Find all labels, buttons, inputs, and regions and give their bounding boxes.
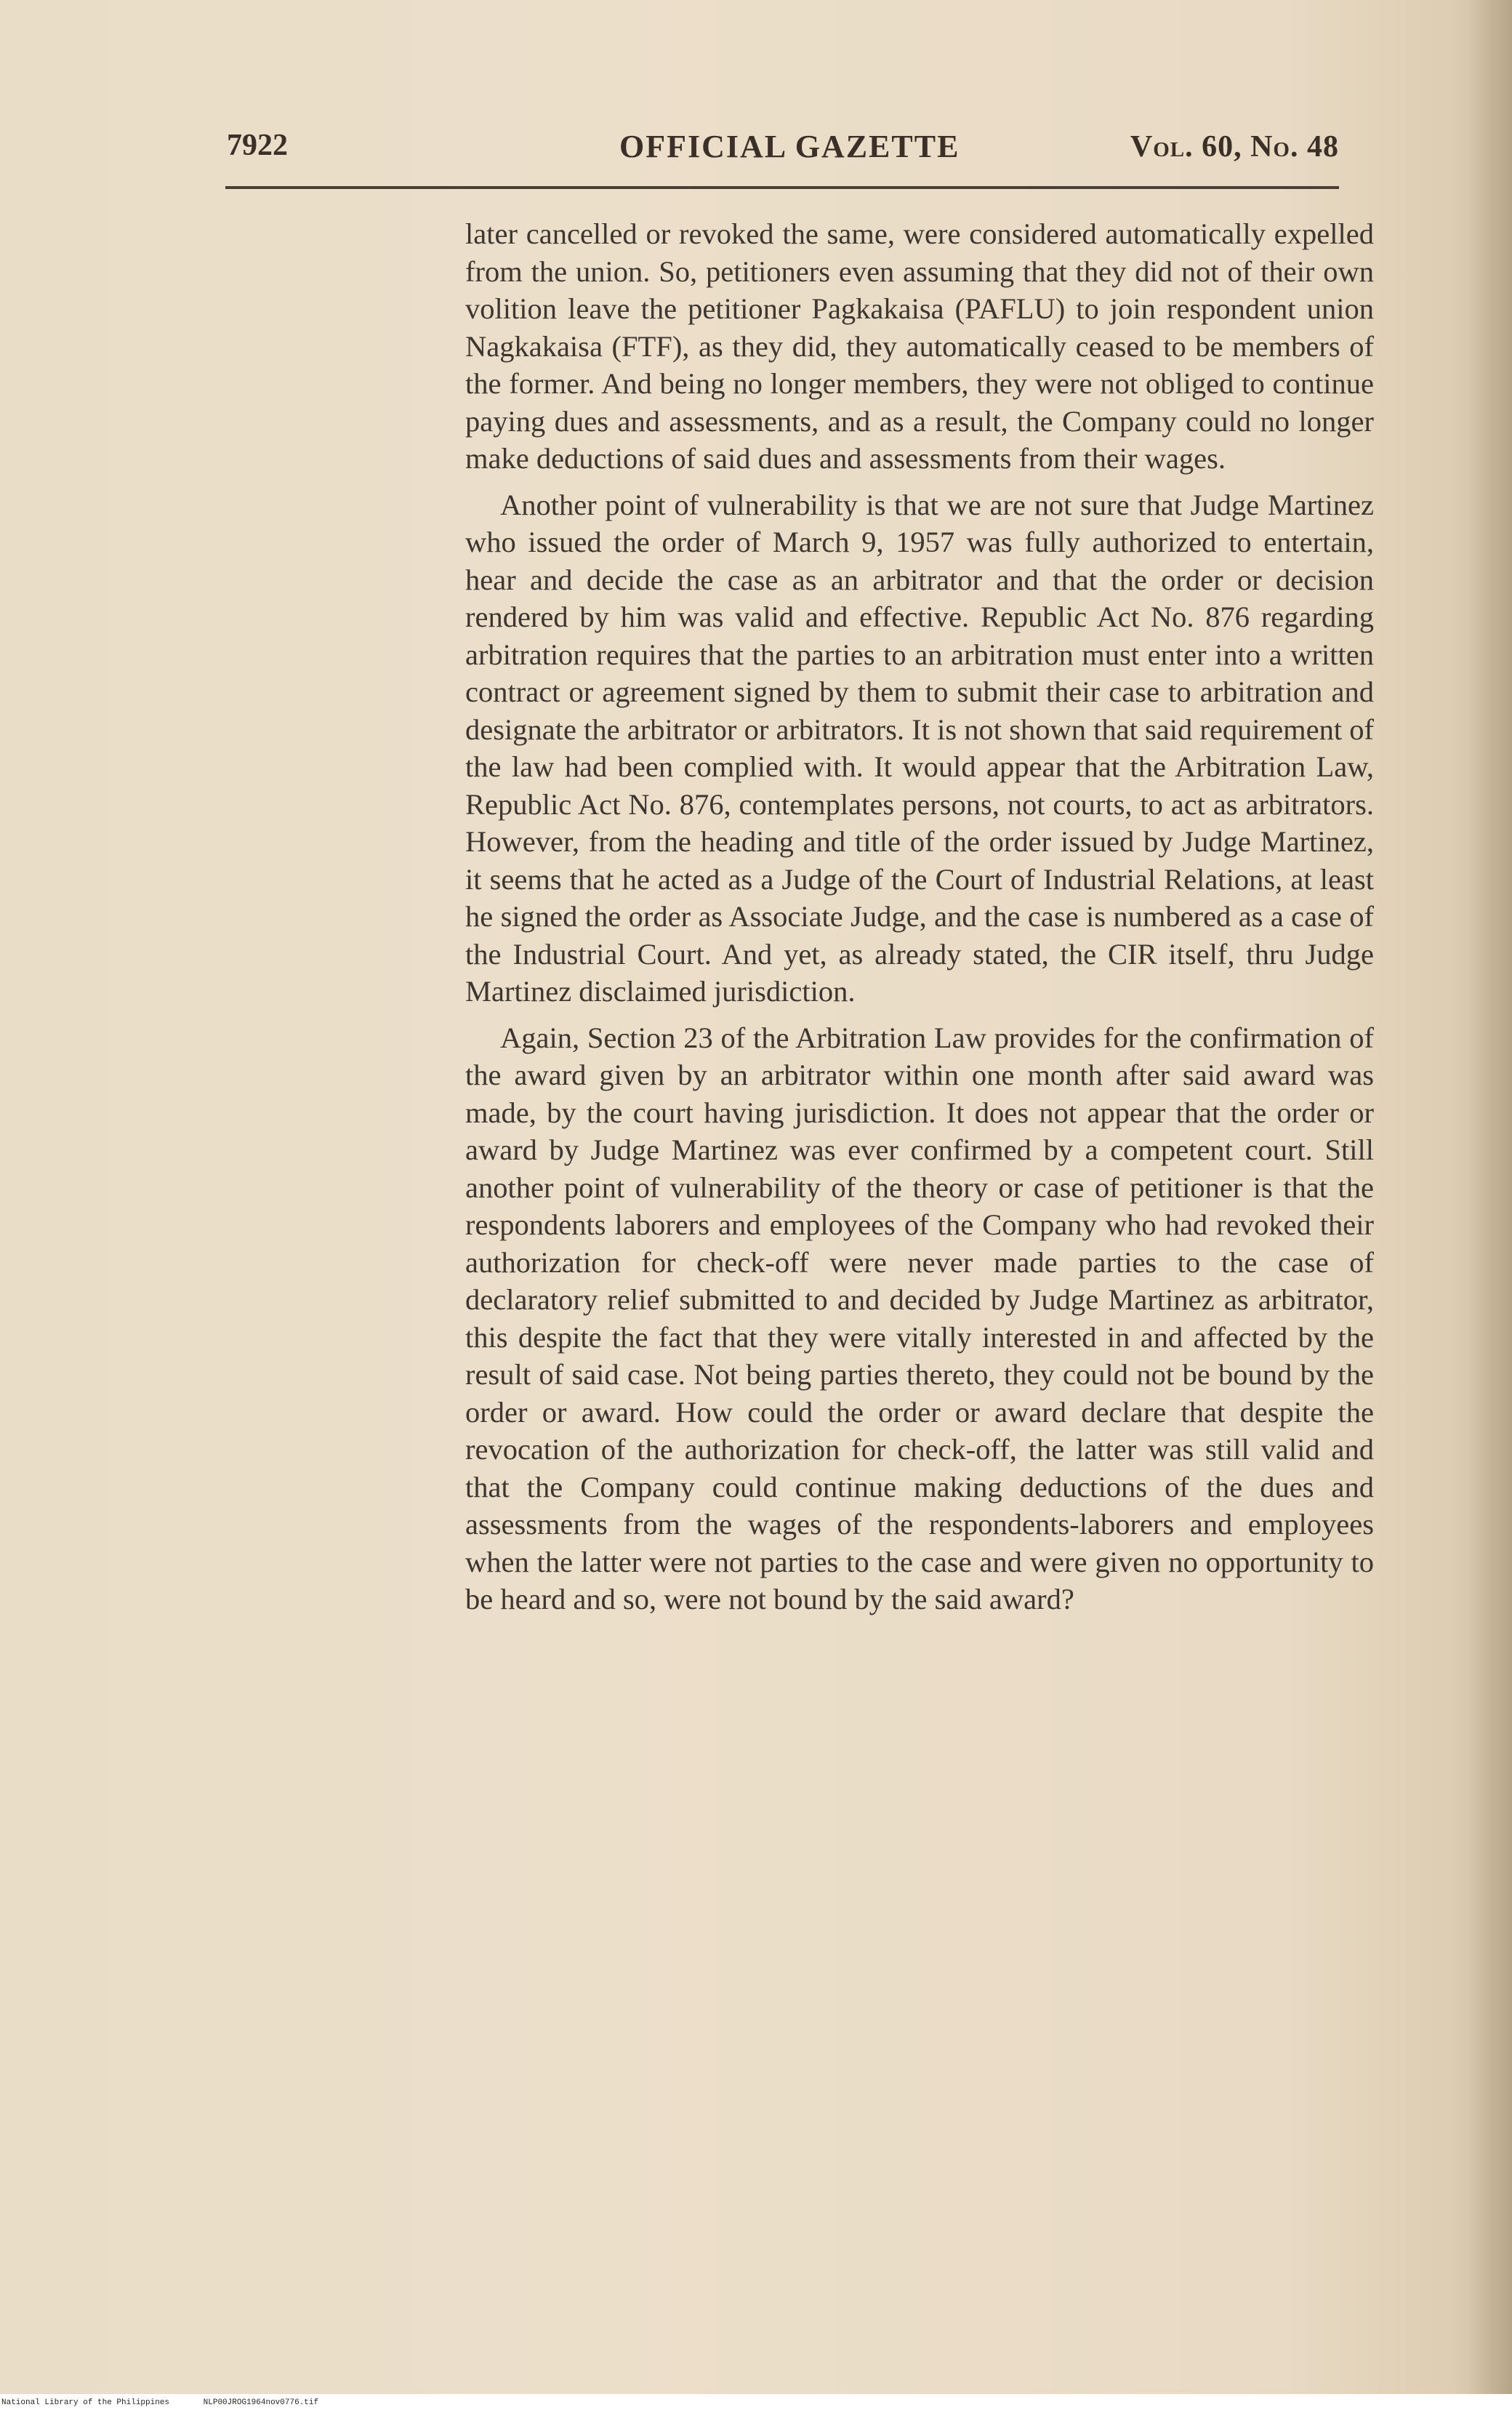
library-credit: National Library of the Philippines [1, 2398, 170, 2407]
scan-footer [1, 2398, 347, 2407]
spine-shadow [1468, 0, 1512, 2410]
paragraph-3: Again, Section 23 of the Arbitration Law provides for the confirmation of the award given by an arbitrator within one month after said award was made, by the court having jurisdiction. It does not appear that the order or award by Judge Martinez was ever confirmed by a competent court. Still another point of vulnerability of the theory or case of petitioner is that the respondents laborers and employees of the Company who had revoked their authorization for check-off were never made parties to the case of declaratory relief submitted to and decided by Judge Martinez as arbitrator, this despite the fact that they were vitally interested in and affected by the result of said case. Not being parties thereto, they could not be bound by the order or award. How could the order or award declare that despite the revocation of the authorization for check-off, the latter was still valid and that the Company could continue making deductions of the dues and assessments from the wages of the respondents-laborers and employees when the latter were not parties to the case and were given no opportunity to be heard and so, were not bound by the said award? [465, 1021, 1374, 1615]
scan-filename: NLP00JROG1964nov0776.tif [203, 2398, 319, 2407]
paragraph-2: Another point of vulnerability is that we are not sure that Judge Martinez who issued the order of March 9, 1957 was fully authorized to entertain, hear and decide the case as an arbitrator and that the order or decision rendered by him was valid and effective. Republic Act No. 876 regarding arbitration requires that the parties to an arbitration must enter into a written contract or agreement signed by them to submit their case to arbitration and designate the arbitrator or arbitrators. It is not shown that said requirement of the law had been complied with. It would appear that the Arbitration Law, Republic Act No. 876, contemplates persons, not courts, to act as arbitrators. However, from the heading and title of the order issued by Judge Martinez, it seems that he acted as a Judge of the Court of Industrial Relations, at least he signed the order as Associate Judge, and the case is numbered as a case of the Industrial Court. And yet, as already stated, the CIR itself, thru Judge Martinez disclaimed jurisdiction. [465, 488, 1374, 1008]
page-number: 7922 [227, 129, 288, 162]
journal-title: OFFICIAL GAZETTE [619, 129, 960, 164]
paragraph-1: later cancelled or revoked the same, were considered automatically expelled from the union. So, petitioners even assuming that they did not of their own volition leave the petitioner Pagkakaisa (PAFLU) to join respondent union Nagkakaisa (FTF), as they did, they automatically ceased to be members of the former. And being no longer members, they were not obliged to continue paying dues and assessments, and as a result, the Company could no longer make deductions of said dues and assessments from their wages. [465, 217, 1374, 475]
page-header [227, 128, 1339, 172]
issue-label: Vol. 60, No. 48 [1130, 130, 1339, 164]
header-rule [225, 186, 1339, 189]
article-body [465, 215, 1374, 1627]
